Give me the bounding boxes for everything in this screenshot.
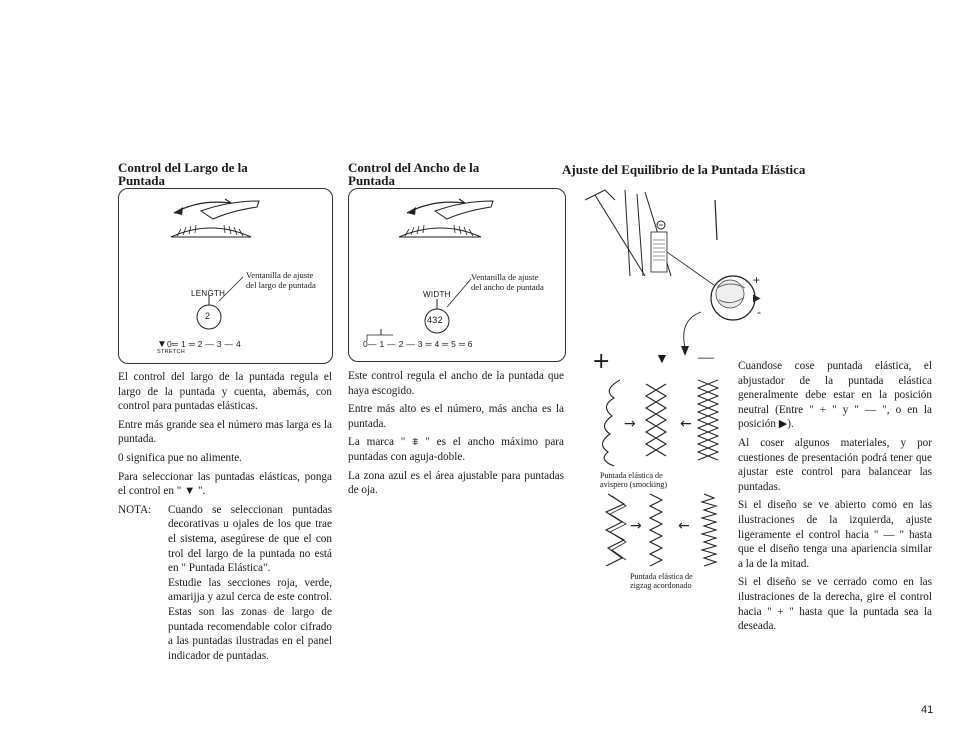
page-number: 41 [921, 704, 934, 716]
width-label: WIDTH [423, 290, 451, 299]
label-line: del largo de puntada [246, 279, 316, 290]
caption-line: avispero (smocking) [600, 480, 668, 490]
stitch-length-diagram [118, 188, 333, 364]
dial-value: 2 [205, 311, 211, 321]
paragraph: Cuandose cose puntada elástica, el abjustador de la puntada elástica generalmente debe estar en la posición neutral (Entre " + " y " — ", o en la posición ▶). [738, 360, 932, 431]
plus-sign: + [592, 349, 611, 374]
caption-zigzag [630, 572, 693, 591]
paragraph: Este control regula el ancho de la puntada que haya escogido. [348, 370, 564, 397]
heading-line: Control del Ancho de la [348, 160, 480, 175]
section-heading-stitch-width [348, 161, 479, 187]
paragraph: Para seleccionar las puntadas elásticas, ponga el control en " ▼ ". [118, 470, 332, 498]
col1-text [118, 370, 332, 667]
width-scale: 0— 1 — 2 — 3 ═ 4 ═ 5 ═ 6 [363, 339, 473, 349]
nota-body [168, 503, 332, 664]
paragraph: Al coser algunos materiales, y por cuestiones de presentación podrá tener que ajustar este control para balancear las puntadas. [738, 436, 932, 493]
section-heading-stitch-length [118, 161, 248, 187]
svg-text:→: → [630, 518, 642, 534]
caption-line: zigzag acordonado [630, 581, 692, 591]
nota-paragraph: Cuando se seleccionan puntadas decorativas u ojales de los que trae el sistema, asegúrese de que el con trol del largo de la puntada no está en " Puntada Elástica". [168, 503, 332, 575]
paragraph: La marca " ⩨ " es el ancho máximo para puntadas con aguja-doble. [348, 436, 564, 463]
label-line: Ventanilla de ajuste [246, 270, 314, 280]
balance-control-illustration [575, 180, 785, 360]
section-heading-stretch-balance: Ajuste del Equilibrio de la Puntada Elástica [562, 162, 806, 177]
label-line: Ventanilla de ajuste [471, 272, 539, 282]
stretch-label: STRETCH [157, 349, 186, 355]
svg-text:+: + [753, 273, 761, 287]
caption-line: Puntada elástica de [630, 572, 693, 581]
stretch-symbol-icon: ▼ [157, 339, 167, 350]
paragraph: Entre más grande sea el número mas larga es la puntada. [118, 418, 332, 446]
svg-text:-: - [757, 305, 761, 319]
svg-text:←: ← [680, 416, 692, 432]
svg-text:→: → [624, 416, 636, 432]
col2-text [348, 369, 564, 502]
length-label: LENGTH [191, 289, 226, 298]
svg-text:▶: ▶ [753, 293, 761, 304]
window-label [246, 271, 316, 290]
length-scale: 0═ 1 ═ 2 — 3 — 4 [167, 339, 242, 349]
neutral-marker-icon: ▼ [655, 352, 669, 367]
caption-smocking [600, 471, 667, 490]
stitch-width-diagram [348, 188, 566, 362]
paragraph: 0 significa pue no alimente. [118, 451, 242, 464]
svg-text:←: ← [678, 518, 690, 534]
dial-value: 432 [427, 315, 443, 325]
paragraph: Si el diseño se ve abierto como en las ilustraciones de la izquierda, ajuste ligeramente el control hacia " — " hasta que el diseño tenga una apariencia similar a la de la mitad. [738, 499, 932, 570]
zigzag-stitch-samples [592, 490, 732, 572]
paragraph: La zona azul es el área ajustable para puntadas de oja. [348, 469, 564, 497]
nota-block [118, 503, 332, 664]
paragraph: El control del largo de la puntada regula el largo de la puntada y cuenta, abemás, con control para puntadas elásticas. [118, 371, 332, 413]
paragraph: Si el diseño se ve cerrado como en las ilustraciones de la derecha, gire el control hacia " + " hasta que la puntada sea la deseada. [738, 576, 932, 633]
heading-line: Puntada [118, 173, 165, 188]
caption-line: Puntada elástica de [600, 471, 663, 480]
window-label [471, 273, 544, 292]
col3-text [738, 359, 932, 638]
minus-sign: — [698, 349, 714, 366]
heading-line: Puntada [348, 173, 395, 188]
label-line: del ancho de puntada [471, 281, 544, 292]
paragraph: Entre más alto es el número, más ancha es la puntada. [348, 403, 564, 430]
nota-label: NOTA: [118, 503, 152, 516]
heading-line: Control del Largo de la [118, 160, 248, 175]
smocking-stitch-samples [592, 376, 732, 468]
nota-paragraph: Estudie las secciones roja, verde, amarijja y azul cerca de este control. Estas son las zonas de largo de puntada recomendable color cifrado a las puntadas ilustradas en el panel indicador de puntadas. [168, 576, 332, 662]
